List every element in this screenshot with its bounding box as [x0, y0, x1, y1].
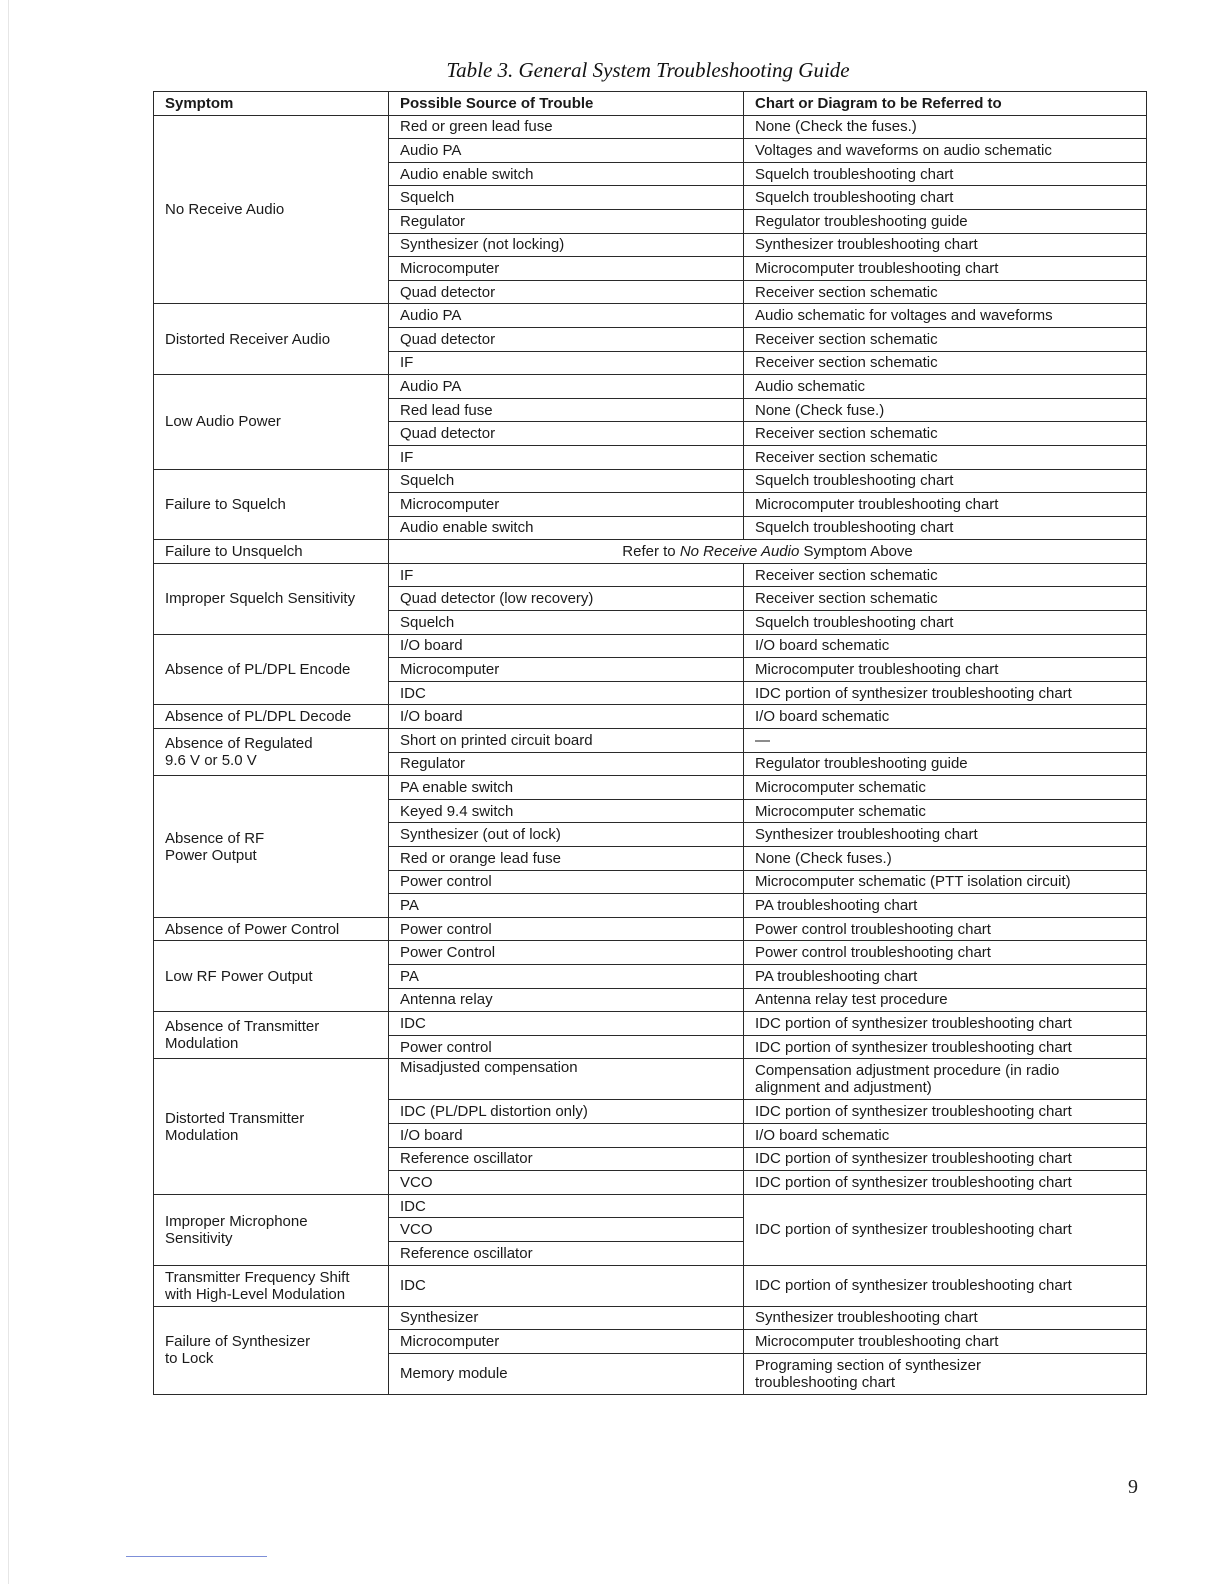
chart-cell: Receiver section schematic [744, 587, 1147, 611]
column-header-symptom: Symptom [154, 92, 389, 116]
source-cell: Antenna relay [389, 988, 744, 1012]
source-cell: Quad detector [389, 280, 744, 304]
chart-cell: — [744, 729, 1147, 753]
chart-cell: Synthesizer troubleshooting chart [744, 1306, 1147, 1330]
table-row [154, 1265, 1147, 1306]
chart-cell: Audio schematic [744, 375, 1147, 399]
troubleshooting-table [153, 91, 1147, 1395]
chart-cell: Programing section of synthesizer troubleshooting chart [744, 1353, 1147, 1394]
source-cell: Memory module [389, 1353, 744, 1394]
source-cell: Audio PA [389, 304, 744, 328]
table-row [154, 776, 1147, 800]
source-cell: Quad detector [389, 327, 744, 351]
chart-cell: PA troubleshooting chart [744, 964, 1147, 988]
symptom-cell: Transmitter Frequency Shift with High-Level Modulation [154, 1265, 389, 1306]
table-row [154, 375, 1147, 399]
symptom-cell: Improper Squelch Sensitivity [154, 563, 389, 634]
symptom-cell: Absence of RF Power Output [154, 776, 389, 918]
source-cell: Power control [389, 870, 744, 894]
source-cell: Power control [389, 917, 744, 941]
symptom-cell: No Receive Audio [154, 115, 389, 304]
chart-cell: Regulator troubleshooting guide [744, 209, 1147, 233]
source-cell: Audio PA [389, 139, 744, 163]
refer-text: Symptom Above [799, 543, 913, 561]
source-cell: Squelch [389, 186, 744, 210]
chart-cell: PA troubleshooting chart [744, 894, 1147, 918]
chart-cell: I/O board schematic [744, 1123, 1147, 1147]
chart-cell: IDC portion of synthesizer troubleshooting chart [744, 1035, 1147, 1059]
symptom-cell: Absence of PL/DPL Decode [154, 705, 389, 729]
chart-cell: IDC portion of synthesizer troubleshooting chart [744, 1265, 1147, 1306]
chart-cell: IDC portion of synthesizer troubleshooting chart [744, 1194, 1147, 1265]
chart-cell: Microcomputer schematic [744, 799, 1147, 823]
source-cell: Red or green lead fuse [389, 115, 744, 139]
table-row [154, 304, 1147, 328]
source-cell: Microcomputer [389, 257, 744, 281]
source-cell: Synthesizer [389, 1306, 744, 1330]
table-header-row [154, 92, 1147, 116]
source-cell: Microcomputer [389, 493, 744, 517]
symptom-cell: Failure to Squelch [154, 469, 389, 540]
source-cell: Red lead fuse [389, 398, 744, 422]
chart-cell: None (Check fuses.) [744, 847, 1147, 871]
chart-cell: Compensation adjustment procedure (in radio alignment and adjustment) [744, 1059, 1147, 1100]
chart-cell: Receiver section schematic [744, 351, 1147, 375]
chart-cell: Squelch troubleshooting chart [744, 611, 1147, 635]
chart-cell: Audio schematic for voltages and waveforms [744, 304, 1147, 328]
source-cell: I/O board [389, 705, 744, 729]
page-number: 9 [1128, 1476, 1138, 1498]
source-cell: Synthesizer (not locking) [389, 233, 744, 257]
symptom-cell: Absence of Power Control [154, 917, 389, 941]
source-cell: Squelch [389, 469, 744, 493]
source-cell: Regulator [389, 752, 744, 776]
source-cell: Microcomputer [389, 658, 744, 682]
symptom-cell: Distorted Receiver Audio [154, 304, 389, 375]
chart-cell: Receiver section schematic [744, 445, 1147, 469]
table-row [154, 469, 1147, 493]
table-row [154, 115, 1147, 139]
table-row [154, 917, 1147, 941]
chart-cell: Receiver section schematic [744, 563, 1147, 587]
chart-cell: Microcomputer troubleshooting chart [744, 257, 1147, 281]
source-cell: VCO [389, 1171, 744, 1195]
source-cell: Audio enable switch [389, 516, 744, 540]
chart-cell: Receiver section schematic [744, 422, 1147, 446]
source-cell: Quad detector [389, 422, 744, 446]
source-cell: IDC [389, 1265, 744, 1306]
chart-cell: I/O board schematic [744, 705, 1147, 729]
refer-symptom-link: No Receive Audio [679, 543, 800, 561]
chart-cell: Squelch troubleshooting chart [744, 469, 1147, 493]
chart-cell: I/O board schematic [744, 634, 1147, 658]
source-cell: IDC [389, 1194, 744, 1218]
chart-cell: IDC portion of synthesizer troubleshooting chart [744, 1100, 1147, 1124]
chart-cell: Power control troubleshooting chart [744, 917, 1147, 941]
symptom-cell: Improper Microphone Sensitivity [154, 1194, 389, 1265]
chart-cell: Receiver section schematic [744, 327, 1147, 351]
source-cell: Synthesizer (out of lock) [389, 823, 744, 847]
chart-cell: Squelch troubleshooting chart [744, 186, 1147, 210]
source-cell: Misadjusted compensation [389, 1059, 744, 1100]
chart-cell: Microcomputer troubleshooting chart [744, 658, 1147, 682]
source-cell: Quad detector (low recovery) [389, 587, 744, 611]
table-row [154, 1194, 1147, 1218]
chart-cell: IDC portion of synthesizer troubleshooting chart [744, 1012, 1147, 1036]
chart-cell: Receiver section schematic [744, 280, 1147, 304]
source-cell: Squelch [389, 611, 744, 635]
source-cell: PA enable switch [389, 776, 744, 800]
refer-cell [389, 540, 1147, 564]
table-row [154, 729, 1147, 753]
source-cell: Power control [389, 1035, 744, 1059]
source-cell: IDC (PL/DPL distortion only) [389, 1100, 744, 1124]
table-row [154, 540, 1147, 564]
table-row [154, 705, 1147, 729]
chart-cell: Microcomputer troubleshooting chart [744, 1330, 1147, 1354]
chart-cell: Squelch troubleshooting chart [744, 516, 1147, 540]
source-cell: IF [389, 351, 744, 375]
source-cell: Audio enable switch [389, 162, 744, 186]
chart-cell: Antenna relay test procedure [744, 988, 1147, 1012]
source-cell: Microcomputer [389, 1330, 744, 1354]
source-cell: Short on printed circuit board [389, 729, 744, 753]
chart-cell: IDC portion of synthesizer troubleshooting chart [744, 681, 1147, 705]
table-row [154, 634, 1147, 658]
chart-cell: Voltages and waveforms on audio schematic [744, 139, 1147, 163]
table-row [154, 941, 1147, 965]
table-row [154, 563, 1147, 587]
symptom-cell: Absence of PL/DPL Encode [154, 634, 389, 705]
chart-cell: IDC portion of synthesizer troubleshooting chart [744, 1171, 1147, 1195]
chart-cell: Synthesizer troubleshooting chart [744, 823, 1147, 847]
chart-cell: Synthesizer troubleshooting chart [744, 233, 1147, 257]
source-cell: Reference oscillator [389, 1241, 744, 1265]
chart-cell: Microcomputer troubleshooting chart [744, 493, 1147, 517]
symptom-cell: Failure of Synthesizer to Lock [154, 1306, 389, 1394]
chart-cell: Power control troubleshooting chart [744, 941, 1147, 965]
symptom-cell: Absence of Regulated 9.6 V or 5.0 V [154, 729, 389, 776]
chart-cell: None (Check the fuses.) [744, 115, 1147, 139]
symptom-cell: Low RF Power Output [154, 941, 389, 1012]
source-cell: Power Control [389, 941, 744, 965]
chart-cell: None (Check fuse.) [744, 398, 1147, 422]
refer-text: Refer to [622, 543, 680, 561]
chart-cell: Microcomputer schematic [744, 776, 1147, 800]
table-body [154, 115, 1147, 1394]
source-cell: IDC [389, 681, 744, 705]
chart-cell: Squelch troubleshooting chart [744, 162, 1147, 186]
symptom-cell: Failure to Unsquelch [154, 540, 389, 564]
table-caption: Table 3. General System Troubleshooting Guide [446, 58, 850, 82]
table-row [154, 1012, 1147, 1036]
footer-rule [126, 1556, 267, 1557]
source-cell: IF [389, 445, 744, 469]
source-cell: Red or orange lead fuse [389, 847, 744, 871]
source-cell: I/O board [389, 1123, 744, 1147]
source-cell: Reference oscillator [389, 1147, 744, 1171]
source-cell: Audio PA [389, 375, 744, 399]
source-cell: PA [389, 894, 744, 918]
source-cell: Regulator [389, 209, 744, 233]
column-header-source: Possible Source of Trouble [389, 92, 744, 116]
source-cell: I/O board [389, 634, 744, 658]
chart-cell: Regulator troubleshooting guide [744, 752, 1147, 776]
source-cell: Keyed 9.4 switch [389, 799, 744, 823]
chart-cell: IDC portion of synthesizer troubleshooting chart [744, 1147, 1147, 1171]
source-cell: VCO [389, 1218, 744, 1242]
source-cell: PA [389, 964, 744, 988]
symptom-cell: Low Audio Power [154, 375, 389, 469]
source-cell: IF [389, 563, 744, 587]
chart-cell: Microcomputer schematic (PTT isolation circuit) [744, 870, 1147, 894]
symptom-cell: Absence of Transmitter Modulation [154, 1012, 389, 1059]
table-row [154, 1059, 1147, 1100]
table-row [154, 1306, 1147, 1330]
page-edge-line [8, 0, 9, 1584]
column-header-chart: Chart or Diagram to be Referred to [744, 92, 1147, 116]
symptom-cell: Distorted Transmitter Modulation [154, 1059, 389, 1194]
source-cell: IDC [389, 1012, 744, 1036]
